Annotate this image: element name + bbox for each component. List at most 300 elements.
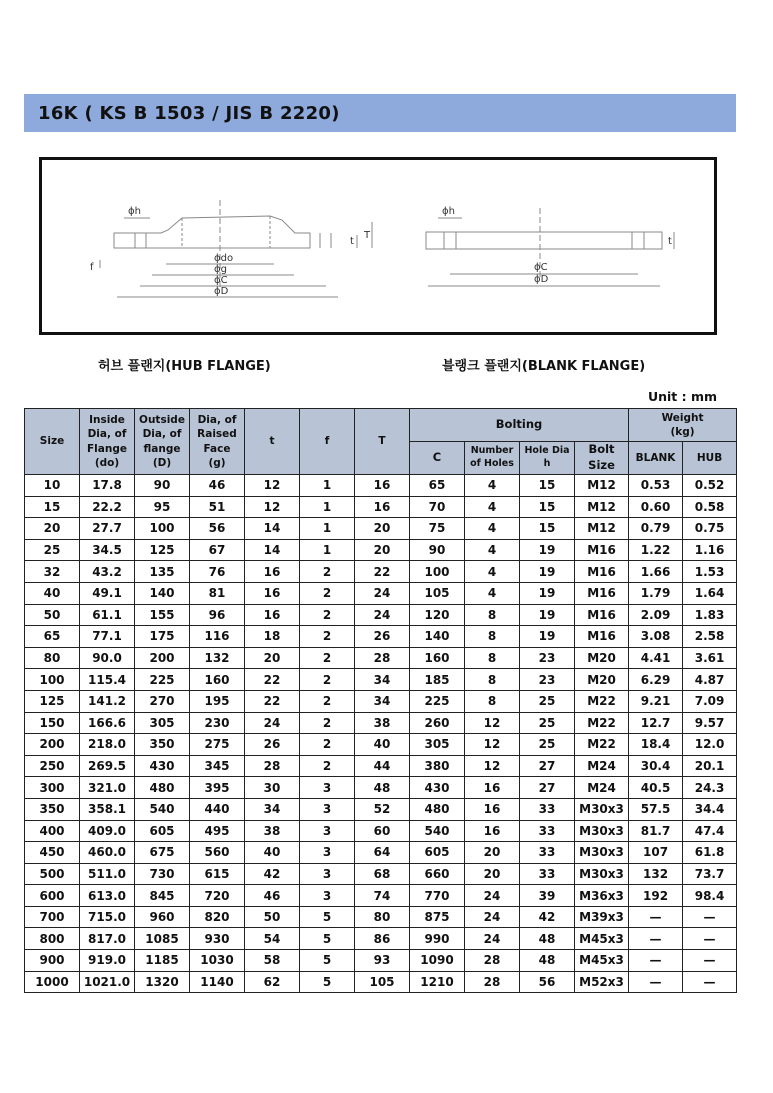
- header-bolt-size: Bolt Size: [575, 442, 629, 475]
- cell-number-of-holes: 8: [465, 604, 520, 626]
- cell-f: 2: [300, 712, 355, 734]
- cell-T: 60: [355, 820, 410, 842]
- table-row: [25, 539, 737, 561]
- cell-T: 34: [355, 669, 410, 691]
- cell-inside-dia: 919.0: [80, 950, 135, 972]
- cell-number-of-holes: 12: [465, 734, 520, 756]
- cell-weight-hub: 1.64: [683, 582, 737, 604]
- cell-hole-dia: 33: [520, 842, 575, 864]
- cell-t: 16: [245, 604, 300, 626]
- cell-weight-blank: 81.7: [629, 820, 683, 842]
- cell-number-of-holes: 12: [465, 755, 520, 777]
- table-row: [25, 582, 737, 604]
- cell-t: 30: [245, 777, 300, 799]
- cell-f: 5: [300, 950, 355, 972]
- cell-t: 58: [245, 950, 300, 972]
- cell-inside-dia: 460.0: [80, 842, 135, 864]
- cell-T: 64: [355, 842, 410, 864]
- table-row: [25, 734, 737, 756]
- cell-inside-dia: 90.0: [80, 647, 135, 669]
- cell-size: 40: [25, 582, 80, 604]
- cell-outside-dia: 270: [135, 690, 190, 712]
- table-row: [25, 863, 737, 885]
- table-row: [25, 906, 737, 928]
- cell-weight-blank: 0.79: [629, 518, 683, 540]
- cell-inside-dia: 49.1: [80, 582, 135, 604]
- hub-label-f: f: [90, 262, 94, 273]
- cell-outside-dia: 605: [135, 820, 190, 842]
- cell-weight-blank: 12.7: [629, 712, 683, 734]
- cell-C: 770: [410, 885, 465, 907]
- cell-t: 18: [245, 626, 300, 648]
- cell-T: 24: [355, 582, 410, 604]
- cell-size: 300: [25, 777, 80, 799]
- cell-t: 40: [245, 842, 300, 864]
- cell-weight-blank: 3.08: [629, 626, 683, 648]
- table-row: [25, 669, 737, 691]
- cell-weight-blank: 9.21: [629, 690, 683, 712]
- cell-bolt-size: M20: [575, 647, 629, 669]
- cell-weight-blank: 18.4: [629, 734, 683, 756]
- cell-outside-dia: 540: [135, 798, 190, 820]
- header-inside-dia: Inside Dia, of Flange (do): [80, 409, 135, 475]
- cell-bolt-size: M16: [575, 582, 629, 604]
- header-weight-blank: BLANK: [629, 442, 683, 475]
- cell-f: 2: [300, 755, 355, 777]
- cell-inside-dia: 141.2: [80, 690, 135, 712]
- cell-T: 80: [355, 906, 410, 928]
- cell-C: 225: [410, 690, 465, 712]
- cell-t: 24: [245, 712, 300, 734]
- cell-weight-blank: —: [629, 971, 683, 993]
- cell-hole-dia: 15: [520, 496, 575, 518]
- cell-t: 14: [245, 518, 300, 540]
- cell-number-of-holes: 4: [465, 561, 520, 583]
- cell-raised-face: 230: [190, 712, 245, 734]
- cell-size: 350: [25, 798, 80, 820]
- cell-C: 660: [410, 863, 465, 885]
- cell-size: 15: [25, 496, 80, 518]
- flange-drawing: [39, 157, 717, 335]
- cell-t: 54: [245, 928, 300, 950]
- cell-inside-dia: 1021.0: [80, 971, 135, 993]
- unit-label: Unit : mm: [647, 389, 717, 404]
- blank-label-h: ϕh: [442, 206, 455, 217]
- cell-C: 875: [410, 906, 465, 928]
- cell-number-of-holes: 4: [465, 518, 520, 540]
- cell-outside-dia: 1085: [135, 928, 190, 950]
- cell-outside-dia: 175: [135, 626, 190, 648]
- cell-weight-blank: —: [629, 928, 683, 950]
- cell-bolt-size: M16: [575, 604, 629, 626]
- cell-inside-dia: 77.1: [80, 626, 135, 648]
- cell-C: 100: [410, 561, 465, 583]
- cell-size: 150: [25, 712, 80, 734]
- blank-flange-caption: 블랭크 플랜지(BLANK FLANGE): [442, 359, 646, 374]
- cell-bolt-size: M30x3: [575, 842, 629, 864]
- cell-number-of-holes: 4: [465, 582, 520, 604]
- cell-weight-blank: —: [629, 906, 683, 928]
- cell-t: 26: [245, 734, 300, 756]
- cell-bolt-size: M52x3: [575, 971, 629, 993]
- header-f: f: [300, 409, 355, 475]
- cell-number-of-holes: 16: [465, 820, 520, 842]
- cell-T: 16: [355, 496, 410, 518]
- cell-size: 200: [25, 734, 80, 756]
- cell-weight-blank: 132: [629, 863, 683, 885]
- cell-f: 5: [300, 928, 355, 950]
- cell-hole-dia: 19: [520, 561, 575, 583]
- cell-size: 250: [25, 755, 80, 777]
- cell-hole-dia: 25: [520, 734, 575, 756]
- header-outside-dia: Outside Dia, of flange (D): [135, 409, 190, 475]
- cell-t: 16: [245, 582, 300, 604]
- cell-inside-dia: 358.1: [80, 798, 135, 820]
- cell-t: 28: [245, 755, 300, 777]
- cell-number-of-holes: 8: [465, 669, 520, 691]
- cell-C: 605: [410, 842, 465, 864]
- cell-number-of-holes: 16: [465, 798, 520, 820]
- cell-C: 160: [410, 647, 465, 669]
- cell-f: 1: [300, 475, 355, 497]
- cell-hole-dia: 19: [520, 604, 575, 626]
- cell-bolt-size: M20: [575, 669, 629, 691]
- cell-f: 2: [300, 582, 355, 604]
- cell-f: 3: [300, 842, 355, 864]
- cell-C: 480: [410, 798, 465, 820]
- table-row: [25, 950, 737, 972]
- cell-T: 24: [355, 604, 410, 626]
- cell-hole-dia: 33: [520, 798, 575, 820]
- cell-T: 28: [355, 647, 410, 669]
- cell-raised-face: 76: [190, 561, 245, 583]
- cell-size: 65: [25, 626, 80, 648]
- cell-bolt-size: M12: [575, 475, 629, 497]
- cell-size: 32: [25, 561, 80, 583]
- cell-T: 20: [355, 539, 410, 561]
- cell-size: 600: [25, 885, 80, 907]
- cell-weight-hub: 3.61: [683, 647, 737, 669]
- cell-weight-hub: 73.7: [683, 863, 737, 885]
- cell-bolt-size: M30x3: [575, 820, 629, 842]
- cell-inside-dia: 166.6: [80, 712, 135, 734]
- cell-number-of-holes: 24: [465, 885, 520, 907]
- cell-outside-dia: 95: [135, 496, 190, 518]
- cell-inside-dia: 17.8: [80, 475, 135, 497]
- cell-raised-face: 51: [190, 496, 245, 518]
- cell-raised-face: 720: [190, 885, 245, 907]
- cell-T: 26: [355, 626, 410, 648]
- cell-outside-dia: 480: [135, 777, 190, 799]
- cell-raised-face: 495: [190, 820, 245, 842]
- cell-number-of-holes: 4: [465, 475, 520, 497]
- cell-hole-dia: 48: [520, 950, 575, 972]
- cell-outside-dia: 960: [135, 906, 190, 928]
- cell-t: 20: [245, 647, 300, 669]
- cell-size: 80: [25, 647, 80, 669]
- cell-raised-face: 560: [190, 842, 245, 864]
- cell-weight-hub: 20.1: [683, 755, 737, 777]
- cell-t: 38: [245, 820, 300, 842]
- cell-hole-dia: 27: [520, 777, 575, 799]
- cell-f: 5: [300, 906, 355, 928]
- cell-t: 12: [245, 475, 300, 497]
- cell-inside-dia: 613.0: [80, 885, 135, 907]
- title-bar: [24, 94, 736, 132]
- cell-C: 1210: [410, 971, 465, 993]
- cell-f: 3: [300, 777, 355, 799]
- header-C: C: [410, 442, 465, 475]
- cell-raised-face: 275: [190, 734, 245, 756]
- cell-outside-dia: 1320: [135, 971, 190, 993]
- cell-bolt-size: M16: [575, 539, 629, 561]
- table-row: [25, 712, 737, 734]
- cell-inside-dia: 34.5: [80, 539, 135, 561]
- cell-T: 34: [355, 690, 410, 712]
- cell-weight-hub: —: [683, 906, 737, 928]
- cell-bolt-size: M30x3: [575, 863, 629, 885]
- cell-raised-face: 395: [190, 777, 245, 799]
- cell-T: 86: [355, 928, 410, 950]
- cell-C: 70: [410, 496, 465, 518]
- header-weight-hub: HUB: [683, 442, 737, 475]
- cell-weight-hub: 24.3: [683, 777, 737, 799]
- cell-bolt-size: M22: [575, 690, 629, 712]
- cell-t: 42: [245, 863, 300, 885]
- cell-hole-dia: 15: [520, 475, 575, 497]
- cell-T: 40: [355, 734, 410, 756]
- cell-inside-dia: 715.0: [80, 906, 135, 928]
- hub-label-do: ϕdo: [214, 253, 234, 264]
- cell-inside-dia: 511.0: [80, 863, 135, 885]
- spec-table-body: [25, 475, 737, 993]
- table-row: [25, 820, 737, 842]
- cell-bolt-size: M12: [575, 496, 629, 518]
- table-row: [25, 518, 737, 540]
- cell-number-of-holes: 16: [465, 777, 520, 799]
- cell-raised-face: 81: [190, 582, 245, 604]
- cell-f: 3: [300, 863, 355, 885]
- cell-t: 34: [245, 798, 300, 820]
- cell-C: 305: [410, 734, 465, 756]
- cell-size: 450: [25, 842, 80, 864]
- cell-size: 100: [25, 669, 80, 691]
- cell-weight-hub: —: [683, 950, 737, 972]
- cell-bolt-size: M36x3: [575, 885, 629, 907]
- cell-T: 105: [355, 971, 410, 993]
- cell-f: 5: [300, 971, 355, 993]
- cell-C: 120: [410, 604, 465, 626]
- cell-T: 52: [355, 798, 410, 820]
- cell-weight-blank: 1.22: [629, 539, 683, 561]
- cell-t: 22: [245, 690, 300, 712]
- table-row: [25, 885, 737, 907]
- header-T: T: [355, 409, 410, 475]
- cell-outside-dia: 350: [135, 734, 190, 756]
- cell-weight-blank: 0.53: [629, 475, 683, 497]
- cell-weight-hub: —: [683, 971, 737, 993]
- cell-bolt-size: M22: [575, 734, 629, 756]
- cell-weight-hub: 12.0: [683, 734, 737, 756]
- cell-outside-dia: 730: [135, 863, 190, 885]
- table-row: [25, 842, 737, 864]
- table-row: [25, 496, 737, 518]
- table-row: [25, 690, 737, 712]
- cell-T: 22: [355, 561, 410, 583]
- cell-weight-hub: 9.57: [683, 712, 737, 734]
- cell-T: 20: [355, 518, 410, 540]
- cell-f: 2: [300, 734, 355, 756]
- cell-outside-dia: 200: [135, 647, 190, 669]
- cell-raised-face: 615: [190, 863, 245, 885]
- cell-T: 16: [355, 475, 410, 497]
- cell-inside-dia: 321.0: [80, 777, 135, 799]
- cell-inside-dia: 115.4: [80, 669, 135, 691]
- cell-f: 1: [300, 496, 355, 518]
- cell-weight-hub: 0.58: [683, 496, 737, 518]
- cell-outside-dia: 845: [135, 885, 190, 907]
- blank-label-C: ϕC: [534, 262, 548, 273]
- header-number-of-holes: Number of Holes: [465, 442, 520, 475]
- cell-C: 90: [410, 539, 465, 561]
- cell-raised-face: 345: [190, 755, 245, 777]
- cell-number-of-holes: 8: [465, 690, 520, 712]
- cell-raised-face: 195: [190, 690, 245, 712]
- cell-f: 2: [300, 561, 355, 583]
- cell-hole-dia: 23: [520, 669, 575, 691]
- table-row: [25, 475, 737, 497]
- cell-f: 2: [300, 690, 355, 712]
- cell-weight-blank: 57.5: [629, 798, 683, 820]
- cell-weight-hub: 1.83: [683, 604, 737, 626]
- header-weight: Weight (kg): [629, 409, 737, 442]
- cell-weight-blank: 6.29: [629, 669, 683, 691]
- cell-C: 260: [410, 712, 465, 734]
- cell-C: 65: [410, 475, 465, 497]
- cell-T: 38: [355, 712, 410, 734]
- cell-raised-face: 160: [190, 669, 245, 691]
- cell-bolt-size: M12: [575, 518, 629, 540]
- table-row: [25, 777, 737, 799]
- cell-hole-dia: 23: [520, 647, 575, 669]
- header-size: Size: [25, 409, 80, 475]
- cell-f: 2: [300, 669, 355, 691]
- cell-weight-blank: 40.5: [629, 777, 683, 799]
- cell-number-of-holes: 4: [465, 539, 520, 561]
- hub-label-C: ϕC: [214, 275, 228, 286]
- cell-weight-hub: 2.58: [683, 626, 737, 648]
- cell-outside-dia: 140: [135, 582, 190, 604]
- cell-f: 2: [300, 604, 355, 626]
- hub-flange-caption: 허브 플랜지(HUB FLANGE): [98, 359, 271, 374]
- cell-weight-hub: 4.87: [683, 669, 737, 691]
- cell-raised-face: 1140: [190, 971, 245, 993]
- cell-outside-dia: 155: [135, 604, 190, 626]
- cell-outside-dia: 125: [135, 539, 190, 561]
- cell-number-of-holes: 8: [465, 626, 520, 648]
- cell-weight-blank: 1.66: [629, 561, 683, 583]
- cell-number-of-holes: 24: [465, 906, 520, 928]
- cell-C: 380: [410, 755, 465, 777]
- cell-size: 25: [25, 539, 80, 561]
- cell-size: 20: [25, 518, 80, 540]
- cell-hole-dia: 48: [520, 928, 575, 950]
- cell-number-of-holes: 20: [465, 863, 520, 885]
- cell-C: 1090: [410, 950, 465, 972]
- cell-weight-blank: 4.41: [629, 647, 683, 669]
- cell-bolt-size: M30x3: [575, 798, 629, 820]
- cell-raised-face: 116: [190, 626, 245, 648]
- header-bolting: Bolting: [410, 409, 629, 442]
- cell-bolt-size: M16: [575, 626, 629, 648]
- hub-label-D: ϕD: [214, 286, 229, 297]
- cell-weight-blank: 30.4: [629, 755, 683, 777]
- cell-weight-blank: 107: [629, 842, 683, 864]
- cell-raised-face: 96: [190, 604, 245, 626]
- cell-outside-dia: 100: [135, 518, 190, 540]
- cell-size: 800: [25, 928, 80, 950]
- cell-f: 2: [300, 647, 355, 669]
- table-row: [25, 798, 737, 820]
- cell-bolt-size: M16: [575, 561, 629, 583]
- cell-t: 62: [245, 971, 300, 993]
- cell-f: 1: [300, 539, 355, 561]
- cell-C: 540: [410, 820, 465, 842]
- page-title: 16K ( KS B 1503 / JIS B 2220): [38, 102, 340, 124]
- blank-label-D: ϕD: [534, 274, 549, 285]
- cell-outside-dia: 135: [135, 561, 190, 583]
- cell-hole-dia: 39: [520, 885, 575, 907]
- hub-label-T: T: [364, 230, 371, 241]
- header-t: t: [245, 409, 300, 475]
- cell-hole-dia: 42: [520, 906, 575, 928]
- cell-f: 3: [300, 798, 355, 820]
- cell-bolt-size: M24: [575, 755, 629, 777]
- cell-weight-hub: 61.8: [683, 842, 737, 864]
- cell-size: 400: [25, 820, 80, 842]
- cell-weight-blank: 192: [629, 885, 683, 907]
- cell-T: 44: [355, 755, 410, 777]
- cell-T: 48: [355, 777, 410, 799]
- cell-hole-dia: 56: [520, 971, 575, 993]
- cell-C: 185: [410, 669, 465, 691]
- cell-size: 50: [25, 604, 80, 626]
- cell-f: 2: [300, 626, 355, 648]
- cell-t: 22: [245, 669, 300, 691]
- cell-inside-dia: 27.7: [80, 518, 135, 540]
- cell-raised-face: 440: [190, 798, 245, 820]
- cell-raised-face: 1030: [190, 950, 245, 972]
- cell-weight-hub: 7.09: [683, 690, 737, 712]
- table-row: [25, 971, 737, 993]
- cell-t: 46: [245, 885, 300, 907]
- cell-C: 430: [410, 777, 465, 799]
- cell-number-of-holes: 12: [465, 712, 520, 734]
- cell-hole-dia: 33: [520, 820, 575, 842]
- cell-weight-hub: 1.16: [683, 539, 737, 561]
- cell-hole-dia: 25: [520, 712, 575, 734]
- cell-size: 900: [25, 950, 80, 972]
- table-row: [25, 604, 737, 626]
- cell-number-of-holes: 24: [465, 928, 520, 950]
- cell-bolt-size: M45x3: [575, 928, 629, 950]
- cell-outside-dia: 1185: [135, 950, 190, 972]
- cell-inside-dia: 269.5: [80, 755, 135, 777]
- cell-f: 3: [300, 820, 355, 842]
- header-raised-face: Dia, of Raised Face (g): [190, 409, 245, 475]
- cell-outside-dia: 305: [135, 712, 190, 734]
- header-hole-dia: Hole Dia h: [520, 442, 575, 475]
